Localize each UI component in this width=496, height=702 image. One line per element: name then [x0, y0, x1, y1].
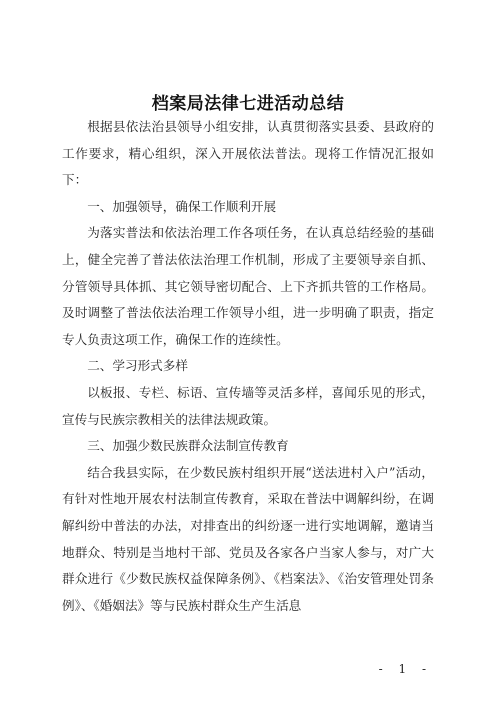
document-title: 档案局法律七进活动总结	[151, 94, 345, 114]
paragraph: 结合我县实际，在少数民族村组织开展“送法进村入户”活动，有针对性地开展农村法制宣传教育，采取在普法中调解纠纷，在调解纠纷中普法的办法，对排查出的纠纷逐一进行实地调解，邀请当地群众、特别是当地村干部、党员及各家各户当家人参与，对广大群众进行《少数民族权益保障条例》、《档案法》、《治安管理处罚条例》、《婚姻法》等与民族村群众生产生活息	[62, 464, 434, 613]
page-number: - 1 -	[378, 662, 432, 676]
document-body	[62, 114, 434, 619]
paragraph: 根据县依法治县领导小组安排，认真贯彻落实县委、县政府的工作要求，精心组织，深入开展依法普法。现将工作情况汇报如下：	[62, 119, 434, 188]
paragraph: 为落实普法和依法治理工作各项任务，在认真总结经验的基础上，健全完善了普法依法治理工作机制，形成了主要领导亲自抓、分管领导具体抓、其它领导密切配合、上下齐抓共管的工作格局。及时调整了普法依法治理工作领导小组，进一步明确了职责，指定专人负责这项工作，确保工作的连续性。	[62, 225, 434, 347]
paragraph: 以板报、专栏、标语、宣传墙等灵活多样，喜闻乐见的形式，宣传与民族宗教相关的法律法规政策。	[62, 384, 434, 427]
section-heading: 一、加强领导，确保工作顺利开展	[87, 198, 277, 214]
section-heading: 三、加强少数民族群众法制宣传教育	[87, 438, 289, 454]
section-heading: 二、学习形式多样	[87, 358, 188, 374]
